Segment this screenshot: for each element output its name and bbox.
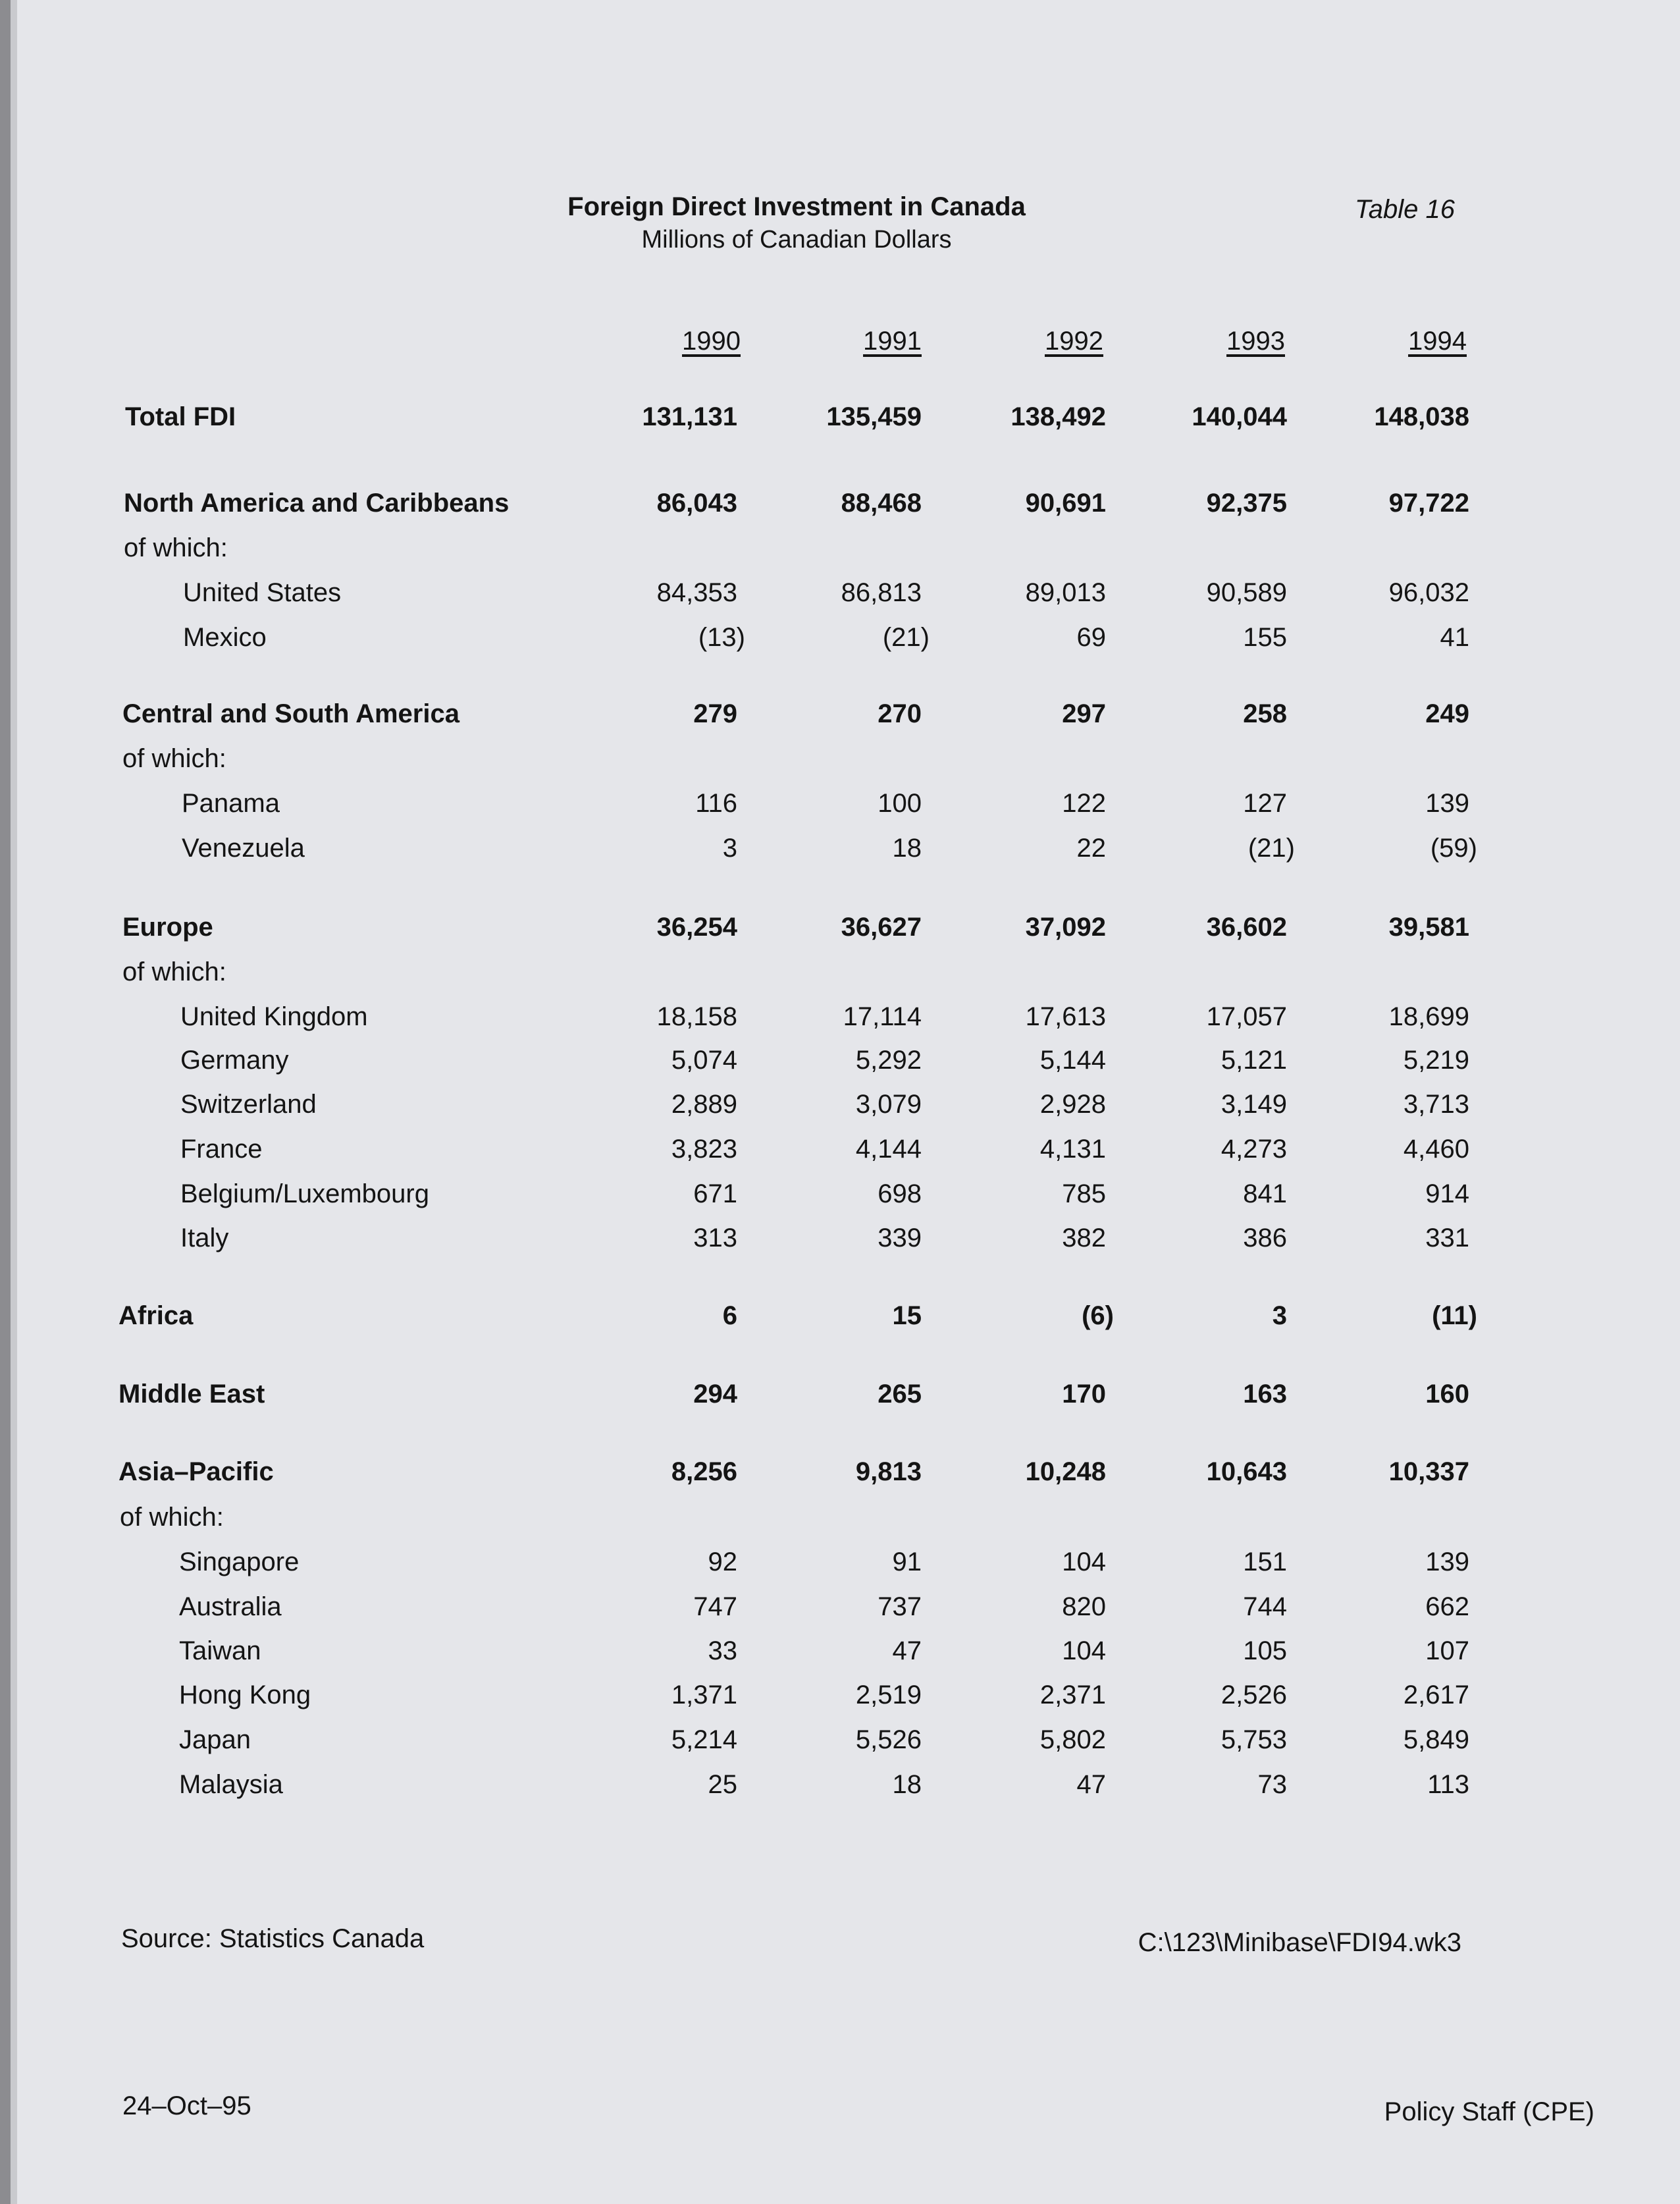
table-row: [0, 1680, 1680, 1720]
value-1994: 2,617: [1403, 1680, 1469, 1709]
value-1993: 105: [1243, 1636, 1287, 1665]
value-1990: 1,371: [671, 1680, 737, 1709]
value-1990: 294: [693, 1380, 737, 1409]
value-1993: 4,273: [1221, 1135, 1287, 1164]
value-1992: 4,131: [1039, 1135, 1106, 1164]
value-1992: 382: [1062, 1223, 1106, 1252]
row-label: United States: [183, 578, 342, 607]
value-1992: 47: [1076, 1770, 1106, 1799]
value-1991: 9,813: [855, 1457, 922, 1486]
value-1990: 3: [722, 834, 737, 863]
value-1993: 5,753: [1221, 1725, 1287, 1754]
value-1992: 122: [1062, 789, 1106, 818]
value-1993: 155: [1243, 623, 1287, 652]
value-1992: 820: [1062, 1592, 1106, 1621]
value-1991: 17,114: [843, 1002, 922, 1031]
row-label: Asia–Pacific: [118, 1457, 274, 1486]
year-header-1993: 1993: [1226, 327, 1285, 356]
value-1991: 15: [892, 1301, 922, 1330]
value-1993: 10,643: [1206, 1457, 1287, 1486]
value-1994: 107: [1425, 1636, 1469, 1665]
row-label: of which:: [124, 533, 228, 562]
value-1994: 39,581: [1388, 913, 1469, 942]
value-1993: 5,121: [1221, 1046, 1287, 1075]
value-1991: 47: [892, 1636, 922, 1665]
page-title: Foreign Direct Investment in Canada: [567, 192, 1026, 221]
value-1993: 73: [1257, 1770, 1287, 1799]
table-row: [0, 1503, 1680, 1542]
value-1990: 84,353: [656, 578, 737, 607]
value-1990: 25: [708, 1770, 737, 1799]
value-1994: 148,038: [1374, 402, 1469, 431]
value-1991: 5,292: [855, 1046, 922, 1075]
value-1994: 914: [1425, 1179, 1469, 1208]
table-row: [0, 623, 1680, 662]
value-1994: 3,713: [1403, 1090, 1469, 1119]
table-row: [0, 1179, 1680, 1219]
table-row: [0, 744, 1680, 784]
value-1992: 170: [1062, 1380, 1106, 1409]
value-1990: 36,254: [656, 913, 737, 942]
value-1992: 17,613: [1025, 1002, 1106, 1031]
row-label: Hong Kong: [179, 1680, 311, 1709]
row-label: Taiwan: [179, 1636, 261, 1665]
value-1994: 662: [1425, 1592, 1469, 1621]
value-1990: 313: [693, 1223, 737, 1252]
value-1990: 2,889: [671, 1090, 737, 1119]
value-1991: 88,468: [841, 489, 922, 518]
row-label: Malaysia: [179, 1770, 283, 1799]
table-row: [0, 1002, 1680, 1042]
table-row: [0, 957, 1680, 997]
value-1994: 18,699: [1388, 1002, 1469, 1031]
year-header-1992: 1992: [1045, 327, 1103, 356]
row-label: of which:: [122, 957, 226, 986]
value-1990: 3,823: [671, 1135, 737, 1164]
value-1992: 37,092: [1025, 913, 1106, 942]
row-label: Germany: [180, 1046, 289, 1075]
value-1994: 10,337: [1388, 1457, 1469, 1486]
row-label: Australia: [179, 1592, 282, 1621]
value-1993: 36,602: [1206, 913, 1287, 942]
value-1992: 104: [1062, 1636, 1106, 1665]
table-row: [0, 578, 1680, 618]
row-label: of which:: [122, 744, 226, 773]
value-1991: 737: [878, 1592, 922, 1621]
value-1991: 100: [878, 789, 922, 818]
table-row: [0, 1380, 1680, 1419]
value-1993: 744: [1243, 1592, 1287, 1621]
row-label: United Kingdom: [180, 1002, 368, 1031]
value-1991: 2,519: [855, 1680, 922, 1709]
value-1991: 265: [878, 1380, 922, 1409]
value-1993: 151: [1243, 1547, 1287, 1576]
value-1993: 258: [1243, 699, 1287, 728]
value-1991: 5,526: [855, 1725, 922, 1754]
value-1990: 92: [708, 1547, 737, 1576]
row-label: Japan: [179, 1725, 251, 1754]
value-1993: 163: [1243, 1380, 1287, 1409]
value-1991: 36,627: [841, 913, 922, 942]
value-1991: 270: [878, 699, 922, 728]
value-1994: 249: [1425, 699, 1469, 728]
file-path: C:\123\Minibase\FDI94.wk3: [1138, 1928, 1461, 1957]
value-1991: 698: [878, 1179, 922, 1208]
value-1992: 90,691: [1025, 489, 1106, 518]
table-row: [0, 789, 1680, 828]
table-row: [0, 1223, 1680, 1263]
row-label: Middle East: [118, 1380, 265, 1409]
value-1992: 10,248: [1025, 1457, 1106, 1486]
value-1991: 86,813: [841, 578, 922, 607]
value-1990: 33: [708, 1636, 737, 1665]
office-name: Policy Staff (CPE): [1384, 2097, 1594, 2126]
table-row: [0, 699, 1680, 739]
table-row: [0, 1547, 1680, 1587]
year-header-1990: 1990: [682, 327, 741, 356]
row-label: of which:: [120, 1503, 224, 1532]
value-1992: 104: [1062, 1547, 1106, 1576]
row-label: France: [180, 1135, 263, 1164]
value-1994: 331: [1425, 1223, 1469, 1252]
value-1991: (21): [882, 623, 930, 652]
value-1992: 89,013: [1025, 578, 1106, 607]
value-1991: 4,144: [855, 1135, 922, 1164]
value-1990: 5,074: [671, 1046, 737, 1075]
value-1990: 8,256: [671, 1457, 737, 1486]
row-label: Total FDI: [125, 402, 236, 431]
value-1990: 131,131: [642, 402, 737, 431]
value-1990: 671: [693, 1179, 737, 1208]
row-label: Singapore: [179, 1547, 300, 1576]
value-1993: 3,149: [1221, 1090, 1287, 1119]
table-row: [0, 913, 1680, 952]
source-note: Source: Statistics Canada: [121, 1924, 425, 1953]
year-header-1994: 1994: [1408, 327, 1467, 356]
value-1991: 135,459: [826, 402, 922, 431]
value-1990: 18,158: [656, 1002, 737, 1031]
value-1990: 5,214: [671, 1725, 737, 1754]
row-label: Africa: [118, 1301, 194, 1330]
table-row: [0, 1090, 1680, 1129]
value-1992: 22: [1076, 834, 1106, 863]
value-1994: 96,032: [1388, 578, 1469, 607]
value-1990: 6: [722, 1301, 737, 1330]
value-1992: 2,371: [1039, 1680, 1106, 1709]
table-row: [0, 489, 1680, 528]
row-label: Italy: [180, 1223, 229, 1252]
table-row: [0, 1135, 1680, 1174]
value-1994: 113: [1427, 1770, 1469, 1799]
value-1993: 2,526: [1221, 1680, 1287, 1709]
value-1990: 279: [693, 699, 737, 728]
table-row: [0, 1725, 1680, 1765]
value-1994: (11): [1432, 1301, 1477, 1330]
value-1993: (21): [1247, 834, 1295, 863]
row-label: Switzerland: [180, 1090, 317, 1119]
row-label: Belgium/Luxembourg: [180, 1179, 429, 1208]
value-1990: 116: [695, 789, 737, 818]
value-1994: 5,849: [1403, 1725, 1469, 1754]
value-1992: (6): [1082, 1301, 1114, 1330]
year-header-1991: 1991: [863, 327, 922, 356]
value-1993: 90,589: [1206, 578, 1287, 607]
value-1993: 140,044: [1192, 402, 1287, 431]
row-label: Mexico: [183, 623, 267, 652]
value-1993: 92,375: [1206, 489, 1287, 518]
value-1992: 5,802: [1039, 1725, 1106, 1754]
value-1994: 4,460: [1403, 1135, 1469, 1164]
table-row: [0, 1457, 1680, 1497]
value-1994: 41: [1440, 623, 1469, 652]
value-1990: 747: [693, 1592, 737, 1621]
table-row: [0, 533, 1680, 573]
value-1991: 18: [892, 1770, 922, 1799]
value-1992: 2,928: [1039, 1090, 1106, 1119]
value-1992: 297: [1062, 699, 1106, 728]
row-label: North America and Caribbeans: [124, 489, 510, 518]
table-row: [0, 1636, 1680, 1676]
value-1991: 3,079: [855, 1090, 922, 1119]
value-1990: 86,043: [656, 489, 737, 518]
value-1994: 5,219: [1403, 1046, 1469, 1075]
table-number: Table 16: [1355, 195, 1455, 224]
table-row: [0, 1301, 1680, 1341]
table-row: [0, 402, 1680, 442]
table-row: [0, 834, 1680, 873]
value-1991: 91: [892, 1547, 922, 1576]
value-1994: 160: [1425, 1380, 1469, 1409]
table-row: [0, 1770, 1680, 1810]
value-1994: 139: [1425, 789, 1469, 818]
row-label: Europe: [122, 913, 213, 942]
print-date: 24–Oct–95: [122, 2091, 251, 2120]
value-1990: (13): [698, 623, 745, 652]
value-1992: 785: [1062, 1179, 1106, 1208]
value-1991: 339: [878, 1223, 922, 1252]
value-1992: 69: [1076, 623, 1106, 652]
row-label: Panama: [182, 789, 280, 818]
row-label: Central and South America: [122, 699, 459, 728]
value-1994: (59): [1430, 834, 1477, 863]
row-label: Venezuela: [182, 834, 305, 863]
value-1994: 97,722: [1388, 489, 1469, 518]
value-1991: 18: [892, 834, 922, 863]
page-subtitle: Millions of Canadian Dollars: [641, 226, 952, 254]
value-1993: 17,057: [1206, 1002, 1287, 1031]
table-row: [0, 1046, 1680, 1085]
value-1994: 139: [1425, 1547, 1469, 1576]
value-1993: 386: [1243, 1223, 1287, 1252]
value-1993: 127: [1243, 789, 1287, 818]
value-1992: 138,492: [1011, 402, 1106, 431]
value-1992: 5,144: [1039, 1046, 1106, 1075]
table-row: [0, 1592, 1680, 1632]
value-1993: 841: [1243, 1179, 1287, 1208]
value-1993: 3: [1272, 1301, 1287, 1330]
